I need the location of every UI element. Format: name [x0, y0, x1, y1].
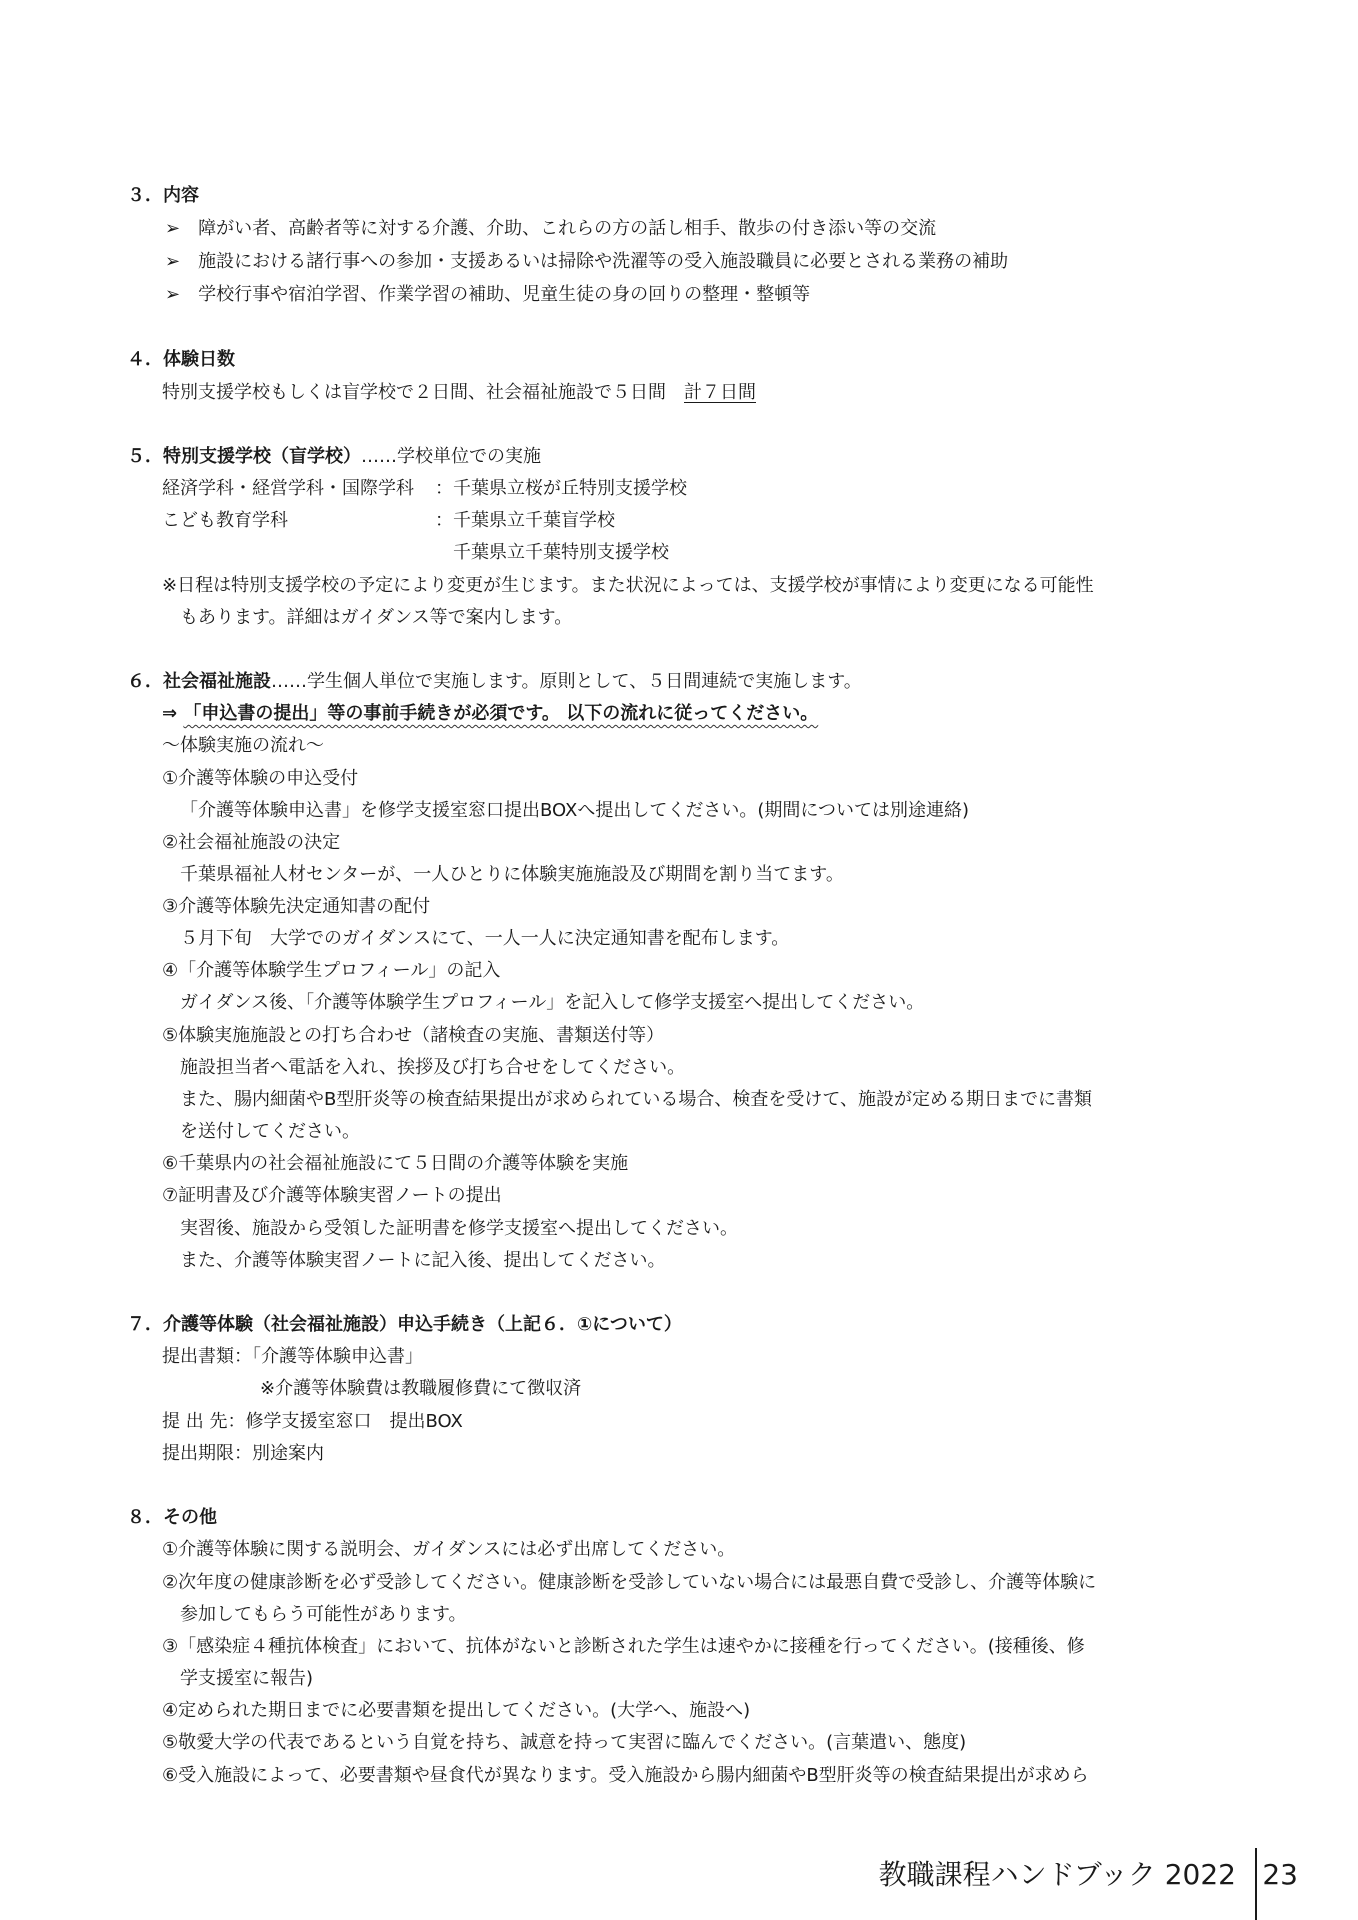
other-item-continued: 学支援室に報告) — [180, 1668, 314, 1689]
submission-note: ※介護等体験費は教職履修費にて徴収済 — [260, 1378, 582, 1399]
submission-info: 提 出 先：修学支援室窓口 提出BOX — [162, 1411, 463, 1432]
other-item: ②次年度の健康診断を必ず受診してください。健康診断を受診していない場合には最悪自費で受診し、介護等体験に — [162, 1572, 1097, 1593]
section-5-note: もあります。詳細はガイダンス等で案内します。 — [180, 607, 573, 628]
flow-title: ～体験実施の流れ～ — [162, 735, 324, 756]
emphasis-text: 「申込書の提出」等の事前手続きが必須です。 以下の流れに従ってください。 — [183, 703, 819, 724]
arrow-icon: ⇒ — [162, 703, 178, 724]
flow-step: ④「介護等体験学生プロフィール」の記入 — [162, 960, 501, 981]
days-description: 特別支援学校もしくは盲学校で２日間、社会福祉施設で５日間 — [162, 382, 684, 403]
flow-step: ③介護等体験先決定通知書の配付 — [162, 896, 431, 917]
section-7-heading: ７．介護等体験（社会福祉施設）申込手続き（上記６．①について） — [127, 1314, 682, 1335]
section-4-text — [162, 381, 756, 405]
flow-detail: 千葉県福祉人材センターが、一人ひとりに体験実施施設及び期間を割り当てます。 — [180, 864, 844, 885]
other-item: ④定められた期日までに必要書類を提出してください。(大学へ、施設へ) — [162, 1700, 751, 1721]
school-name: ：千葉県立千葉盲学校 — [435, 510, 615, 531]
flow-detail: ガイダンス後、「介護等体験学生プロフィール」を記入して修学支援室へ提出してください。 — [180, 992, 925, 1013]
page-footer — [878, 1848, 1358, 1920]
section-5-note: ※日程は特別支援学校の予定により変更が生じます。また状況によっては、支援学校が事情により変更になる可能性 — [162, 575, 1094, 596]
submission-info: 提出期限：別途案内 — [162, 1443, 324, 1464]
submission-info: 提出書類：「介護等体験申込書」 — [162, 1346, 423, 1367]
other-item: ⑤敬愛大学の代表であるという自覚を持ち、誠意を持って実習に臨んでください。(言葉遣い、態度) — [162, 1732, 967, 1753]
section-6-emphasis — [162, 702, 818, 726]
total-days: 計７日間 — [684, 382, 756, 403]
flow-detail: 施設担当者へ電話を入れ、挨拶及び打ち合せをしてください。 — [180, 1057, 686, 1078]
page-number: 23 — [1262, 1858, 1298, 1891]
flow-detail: 実習後、施設から受領した証明書を修学支援室へ提出してください。 — [180, 1218, 738, 1239]
footer-divider — [1255, 1848, 1257, 1920]
section-3-heading: ３．内容 — [127, 185, 199, 206]
section-3-bullet: ➢ 学校行事や宿泊学習、作業学習の補助、児童生徒の身の回りの整理・整頓等 — [165, 284, 811, 305]
section-6-title: ６．社会福祉施設 — [127, 671, 271, 692]
handbook-title: 教職課程ハンドブック 2022 — [878, 1858, 1236, 1891]
section-5-heading — [127, 445, 541, 469]
flow-step: ②社会福祉施設の決定 — [162, 832, 341, 853]
section-3-bullet: ➢ 施設における諸行事への参加・支援あるいは掃除や洗濯等の受入施設職員に必要とされる業務の補助 — [165, 251, 1009, 272]
section-8-heading: ８．その他 — [127, 1507, 217, 1528]
flow-detail: 「介護等体験申込書」を修学支援室窓口提出BOXへ提出してください。(期間については別途連絡) — [180, 800, 970, 821]
flow-detail: また、介護等体験実習ノートに記入後、提出してください。 — [180, 1250, 666, 1271]
school-name: ：千葉県立桜が丘特別支援学校 — [435, 478, 687, 499]
section-6-heading — [127, 670, 862, 694]
flow-detail: また、腸内細菌やB型肝炎等の検査結果提出が求められている場合、検査を受けて、施設が定める期日までに書類 — [180, 1089, 1092, 1110]
other-item: ⑥受入施設によって、必要書類や昼食代が異なります。受入施設から腸内細菌やB型肝炎等の検査結果提出が求めら — [162, 1765, 1089, 1786]
flow-detail: を送付してください。 — [180, 1121, 360, 1142]
flow-step: ⑦証明書及び介護等体験実習ノートの提出 — [162, 1185, 502, 1206]
flow-step: ⑥千葉県内の社会福祉施設にて５日間の介護等体験を実施 — [162, 1153, 629, 1174]
other-item-continued: 参加してもらう可能性があります。 — [180, 1604, 467, 1625]
section-5-subtitle: ……学校単位での実施 — [361, 446, 541, 467]
section-4-heading: ４．体験日数 — [127, 349, 235, 370]
section-6-subtitle: ……学生個人単位で実施します。原則として、５日間連続で実施します。 — [271, 671, 862, 692]
flow-step: ⑤体験実施施設との打ち合わせ（諸検査の実施、書類送付等） — [162, 1025, 665, 1046]
flow-step: ①介護等体験の申込受付 — [162, 768, 359, 789]
dept-label: こども教育学科 — [162, 510, 288, 531]
school-name: 千葉県立千葉特別支援学校 — [453, 542, 669, 563]
section-5-title: ５．特別支援学校（盲学校） — [127, 446, 361, 467]
flow-detail: ５月下旬 大学でのガイダンスにて、一人一人に決定通知書を配布します。 — [180, 928, 790, 949]
other-item: ③「感染症４種抗体検査」において、抗体がないと診断された学生は速やかに接種を行ってください。(接種後、修 — [162, 1636, 1085, 1657]
dept-label: 経済学科・経営学科・国際学科 — [162, 478, 414, 499]
section-3-bullet: ➢ 障がい者、高齢者等に対する介護、介助、これらの方の話し相手、散歩の付き添い等の交流 — [165, 218, 937, 239]
other-item: ①介護等体験に関する説明会、ガイダンスには必ず出席してください。 — [162, 1539, 736, 1560]
